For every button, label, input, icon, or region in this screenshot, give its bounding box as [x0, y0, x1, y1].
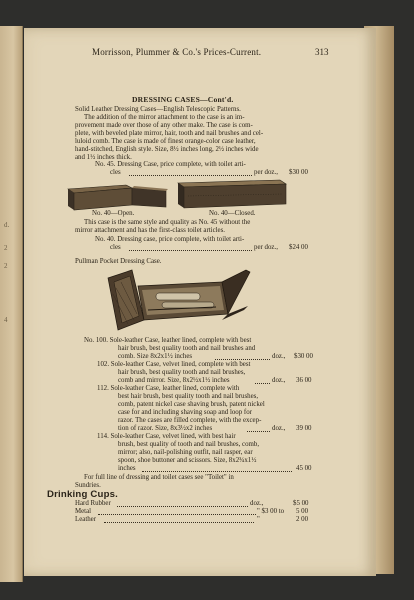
item-45-text: No. 45. Dressing Case, price complete, with toilet arti- — [95, 161, 246, 168]
intro-line: hand-stitched, English style. Size, 8½ inches long, 2½ inches wide — [75, 146, 259, 153]
para-40-line: This case is the same style and quality as No. 45 without the — [84, 219, 251, 226]
edge-mark: d. — [4, 221, 10, 229]
item-40-unit: per doz., — [254, 244, 278, 251]
item-40-text: No. 40. Dressing case, price complete, with toilet arti- — [95, 236, 245, 243]
toilet-note-line: Sundries. — [75, 482, 101, 489]
edge-mark: 4 — [4, 316, 8, 324]
product-102-unit: doz., — [272, 377, 286, 384]
page-number: 313 — [315, 47, 329, 57]
drinking-cup-row-price: 2 00 — [296, 516, 309, 523]
drinking-cup-row-label: Leather — [75, 516, 97, 523]
intro-line: The addition of the mirror attachment to the case is an im- — [84, 114, 245, 121]
product-114-line: 114. Sole-leather Case, velvet lined, with best hair — [97, 433, 236, 440]
product-100-price: $30 00 — [294, 353, 313, 360]
case-open-illustration — [66, 182, 171, 212]
intro-line: luloid comb. The case is made of finest orange-color case leather, — [75, 138, 256, 145]
product-112-line: case for and including shaving soap and loop for — [118, 409, 252, 416]
product-102-line: comb and mirror. Size, 8x2½x1½ inches — [118, 377, 230, 384]
para-40-line: mirror attachment and has the first-class toilet articles. — [75, 227, 226, 234]
intro-line: provement made over those of any other make. The case is com- — [75, 122, 253, 129]
leader-dots — [98, 514, 256, 515]
leader-dots — [215, 359, 270, 360]
intro-heading: Solid Leather Dressing Cases—English Telescopic Patterns. — [75, 106, 241, 113]
intro-line: and 1½ inches thick. — [75, 154, 132, 161]
item-40-text: cles — [110, 244, 121, 251]
drinking-cups-heading: Drinking Cups. — [47, 489, 119, 500]
case-closed-illustration — [174, 178, 290, 210]
product-114-line: mirror; also, nail-polishing outfit, nail rasper, ear — [118, 449, 253, 456]
item-45-text: cles — [110, 169, 121, 176]
edge-mark: 2 — [4, 262, 8, 270]
running-head: Morrisson, Plummer & Co.'s Prices-Current. — [92, 47, 262, 57]
product-102-price: 36 00 — [296, 377, 312, 384]
product-100-line: No. 100. Sole-leather Case, leather lined, complete with best — [84, 337, 252, 344]
leader-dots — [117, 506, 248, 507]
drinking-cup-row-label: Hard Rubber — [75, 500, 111, 507]
item-45-price: $30 00 — [289, 169, 308, 176]
pullman-case-illustration — [104, 268, 252, 332]
product-112-line: razor. The cases are filled complete, with the excep- — [118, 417, 262, 424]
product-112-line: 112. Sole-leather Case, leather lined, complete with — [97, 385, 240, 392]
product-112-line: best hair brush, best quality tooth and nail brushes, — [118, 393, 259, 400]
section-title: DRESSING CASES—Cont'd. — [132, 95, 234, 104]
drinking-cup-row-unit: " $3 00 to — [257, 508, 285, 515]
product-114-price: 45 00 — [296, 465, 312, 472]
drinking-cup-row-price: $5 00 — [293, 500, 309, 507]
previous-page-edge — [0, 26, 23, 582]
leader-dots — [129, 175, 252, 176]
leader-dots — [247, 431, 270, 432]
leader-dots — [255, 383, 270, 384]
drinking-cup-row-price: 5 00 — [296, 508, 309, 515]
intro-line: plete, with beveled plate mirror, hair, tooth and nail brushes and cel- — [75, 130, 264, 137]
drinking-cup-row-label: Metal — [75, 508, 92, 515]
pullman-heading: Pullman Pocket Dressing Case. — [75, 258, 162, 265]
item-40-price: $24 00 — [289, 244, 308, 251]
product-114-line: spoon, shoe buttoner and scissors. Size, 8x2¾x1½ — [118, 457, 257, 464]
product-100-line: hair brush, best quality tooth and nail brushes and — [118, 345, 256, 352]
leader-dots — [104, 522, 254, 523]
product-100-unit: doz., — [272, 353, 286, 360]
product-100-line: comb. Size 8x2x1½ inches — [118, 353, 193, 360]
product-102-line: 102. Sole-leather Case, velvet lined, complete with best — [97, 361, 251, 368]
product-114-line: inches — [118, 465, 136, 472]
drinking-cup-row-unit: doz., — [250, 500, 264, 507]
leader-dots — [129, 250, 252, 251]
toilet-note-line: For full line of dressing and toilet cases see "Toilet" in — [84, 474, 234, 481]
edge-mark: 2 — [4, 244, 8, 252]
figure-caption-open: No. 40—Open. — [92, 210, 135, 217]
product-112-unit: doz., — [272, 425, 286, 432]
product-112-line: comb, patent nickel case shaving brush, patent nickel — [118, 401, 265, 408]
item-45-unit: per doz., — [254, 169, 278, 176]
drinking-cup-row-unit: " — [257, 516, 260, 523]
product-102-line: hair brush, best quality tooth and nail brushes, — [118, 369, 246, 376]
product-112-line: tion of razor. Size, 8x3½x2 inches — [118, 425, 213, 432]
leader-dots — [142, 471, 292, 472]
product-114-line: brush, best quality of tooth and nail brushes, comb, — [118, 441, 260, 448]
figure-caption-closed: No. 40—Closed. — [209, 210, 256, 217]
product-112-price: 39 00 — [296, 425, 312, 432]
